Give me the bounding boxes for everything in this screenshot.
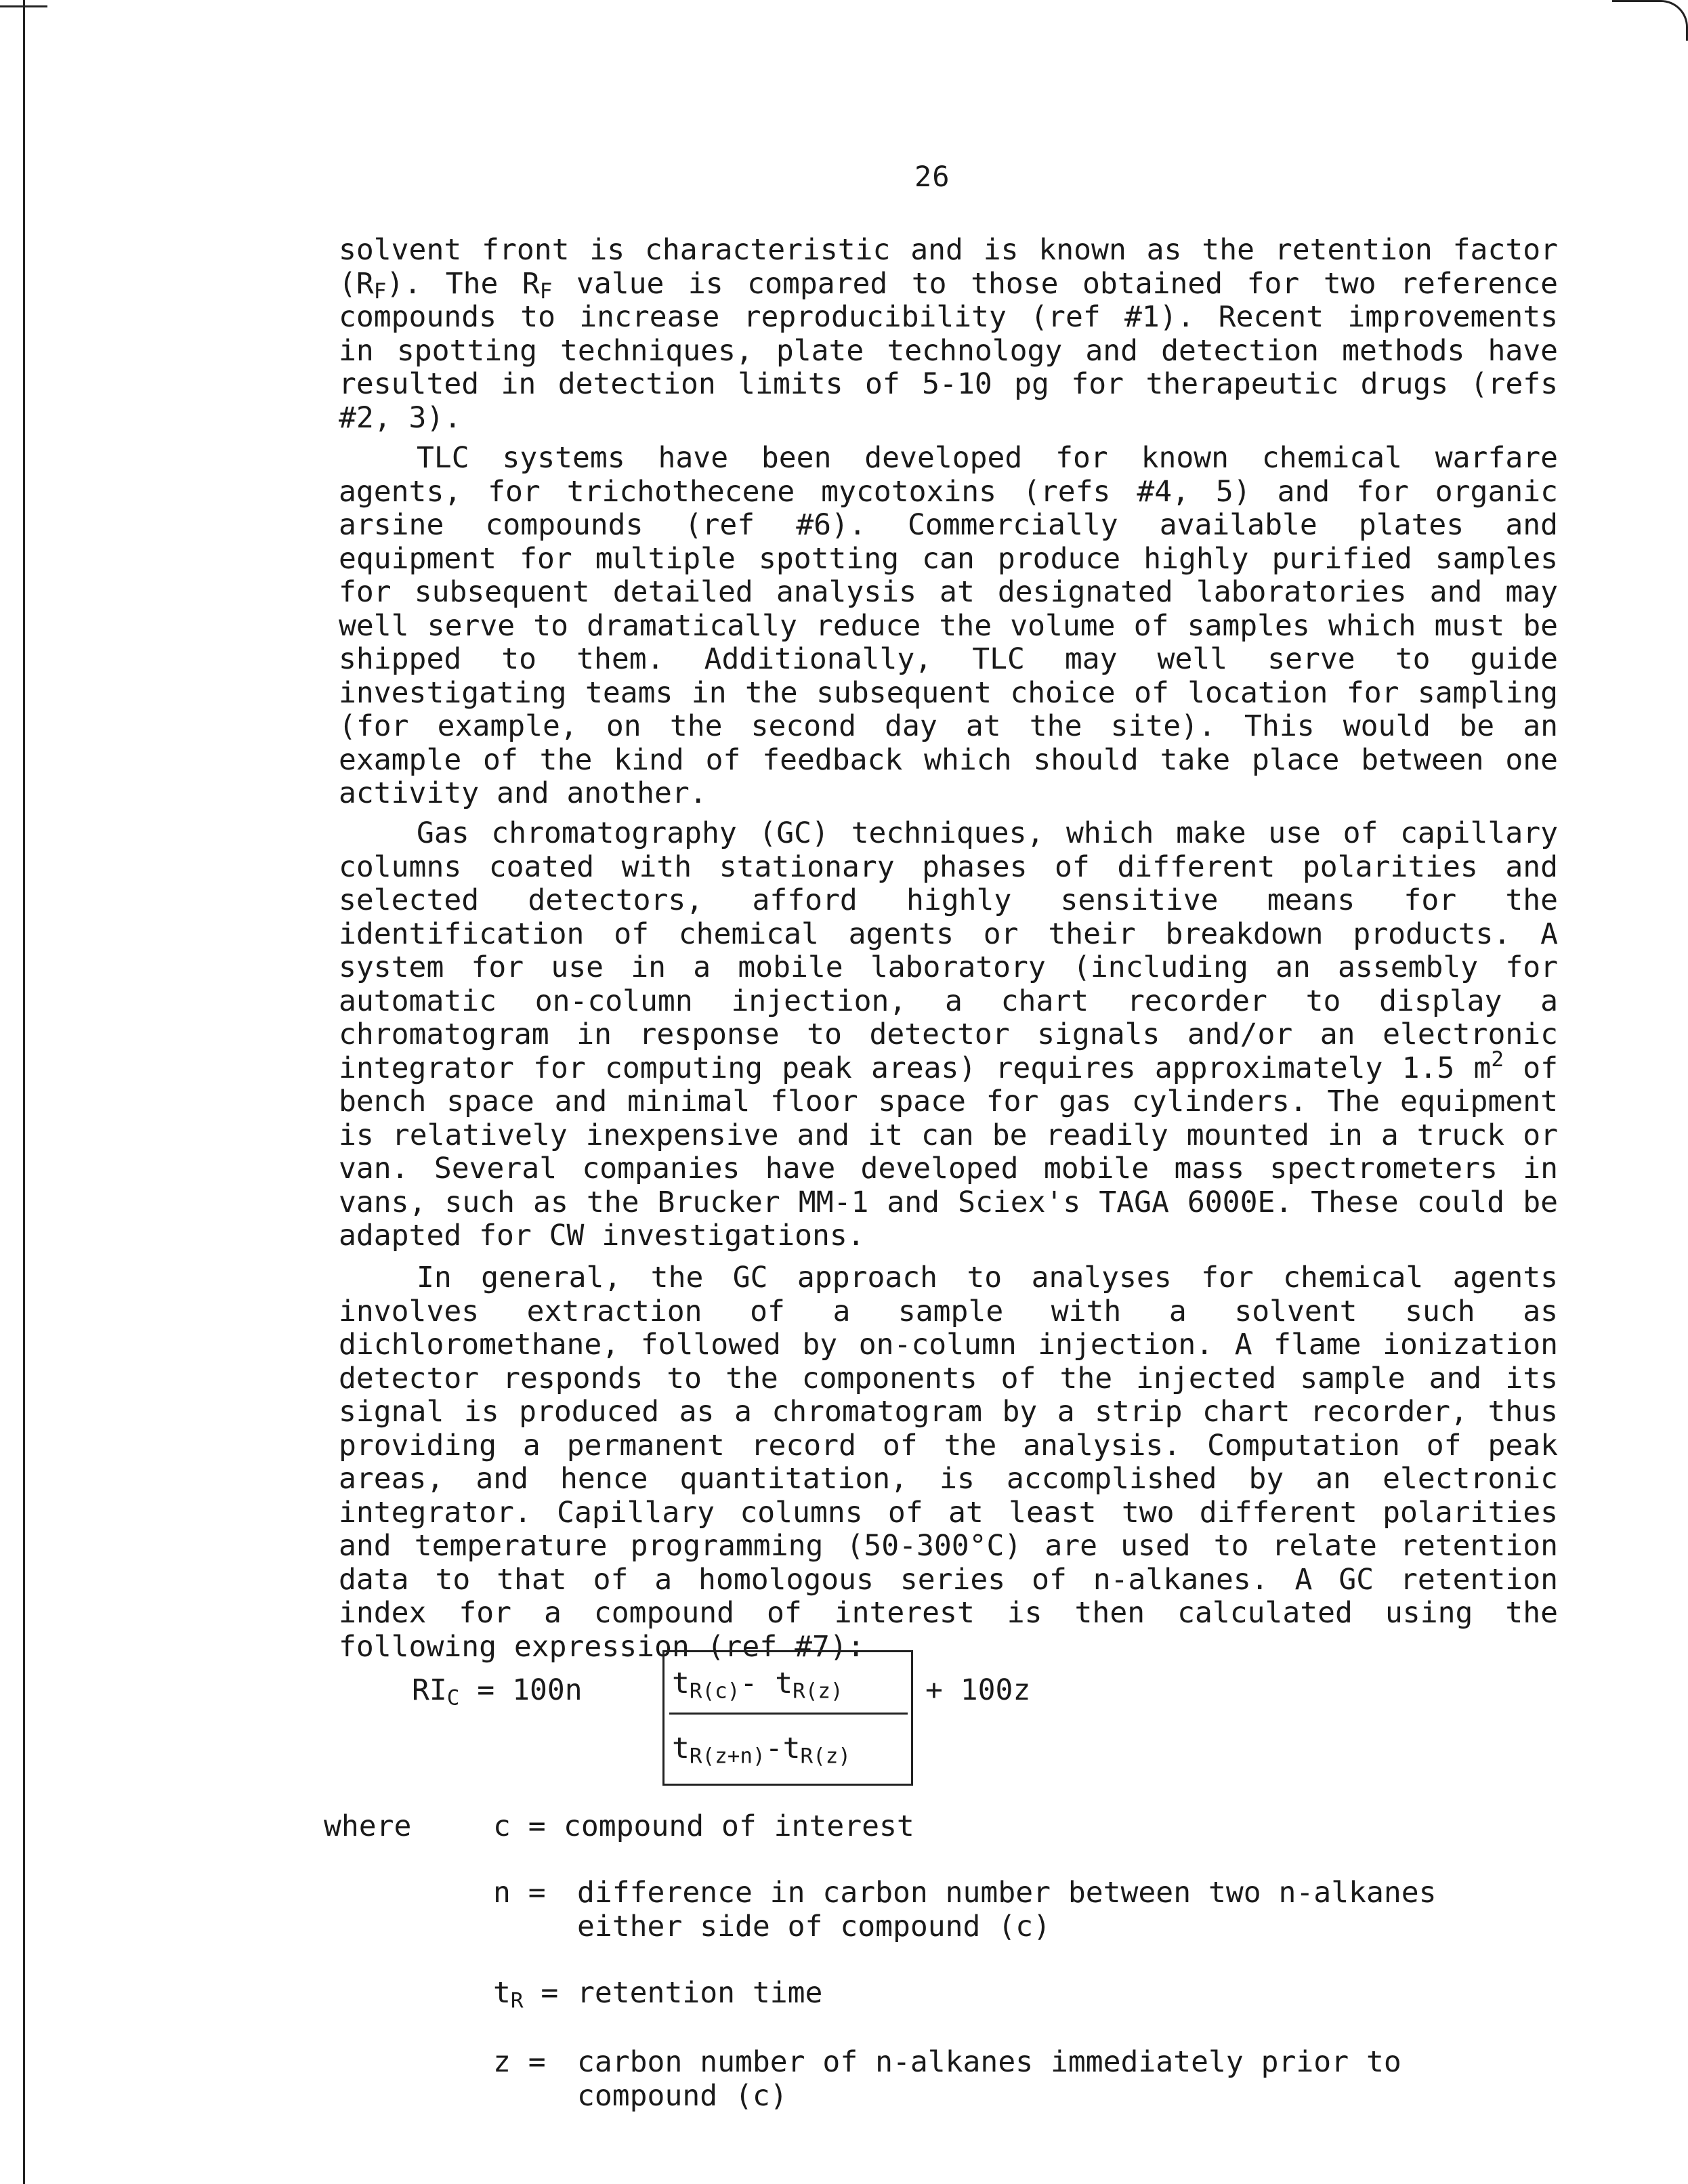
- definition-text: carbon number of n-alkanes immediately prior to compound (c): [577, 2045, 1401, 2113]
- page-frame-left-line: [23, 0, 25, 2184]
- definition-text: difference in carbon number between two n-alkanes either side of compound (c): [577, 1876, 1437, 1944]
- paragraph-2: TLC systems have been developed for known chemical warfare agents, for trichothecene mycotoxins (refs #4, 5) and for organic arsine compounds (ref #6). Commercially available plates and equipment for multiple spotting can produce highly purified samples for subsequent detailed analysis at designated laboratories and may well serve to dramatically reduce the volume of samples which must be shipped to them. Additionally, TLC may well serve to guide investigating teams in the subsequent choice of location for sampling (for example, on the second day at the site). This would be an example of the kind of feedback which should take place between one activity and another.: [339, 441, 1558, 810]
- where-label: where: [324, 1809, 412, 1843]
- equation-fraction-bar: [669, 1713, 908, 1715]
- equation-denominator: $t_{R(z+n)}-t_{R(z)}$: [672, 1731, 851, 1769]
- page-frame-top-line: [0, 5, 47, 7]
- equation-lhs: $RI_C = 100n$: [412, 1673, 583, 1710]
- paragraph-3: Gas chromatography (GC) techniques, which make use of capillary columns coated with stationary phases of different polarities and selected detectors, afford highly sensitive means for the identification of chemical agents or their breakdown products. A system for use in a mobile laboratory (including an assembly for automatic on-column injection, a chart recorder to display a chromatogram in response to detector signals and/or an electronic integrator for computing peak areas) requires approximately 1.5 $m^2$ of bench space and minimal floor space for gas cylinders. The equipment is relatively inexpensive and it can be readily mounted in a truck or van. Several companies have developed mobile mass spectrometers in vans, such as the Brucker MM-1 and Sciex's TAGA 6000E. These could be adapted for CW investigations.: [339, 816, 1558, 1253]
- page-frame-corner: [1612, 0, 1688, 41]
- definition-symbol: z =: [493, 2045, 546, 2079]
- definition-text: retention time: [577, 1976, 823, 2010]
- equation-rhs: + 100z: [925, 1673, 1031, 1707]
- page-number: 26: [914, 160, 950, 193]
- definition-text: compound of interest: [564, 1809, 914, 1843]
- definition-symbol: $t_R$ =: [493, 1976, 559, 2013]
- equation-numerator: $t_{R(c)}-$ $t_{R(z)}$: [672, 1666, 843, 1704]
- definition-symbol: n =: [493, 1876, 546, 1910]
- paragraph-4: In general, the GC approach to analyses for chemical agents involves extraction of a sample with a solvent such as dichloromethane, followed by on-column injection. A flame ionization detector responds to the components of the injected sample and its signal is produced as a chromatogram by a strip chart recorder, thus providing a permanent record of the analysis. Computation of peak areas, and hence quantitation, is accomplished by an electronic integrator. Capillary columns of at least two different polarities and temperature programming (50-300°C) are used to relate retention data to that of a homologous series of n-alkanes. A GC retention index for a compound of interest is then calculated using the following expression (ref #7):: [339, 1261, 1558, 1664]
- definition-symbol: c =: [493, 1809, 546, 1843]
- paragraph-1: solvent front is characteristic and is known as the retention factor $(R_F)$. The $R_F$ value is compared to those obtained for two reference compounds to increase reproducibility (ref #1). Recent improvements in spotting techniques, plate technology and detection methods have resulted in detection limits of 5-10 pg for therapeutic drugs (refs #2, 3).: [339, 233, 1558, 435]
